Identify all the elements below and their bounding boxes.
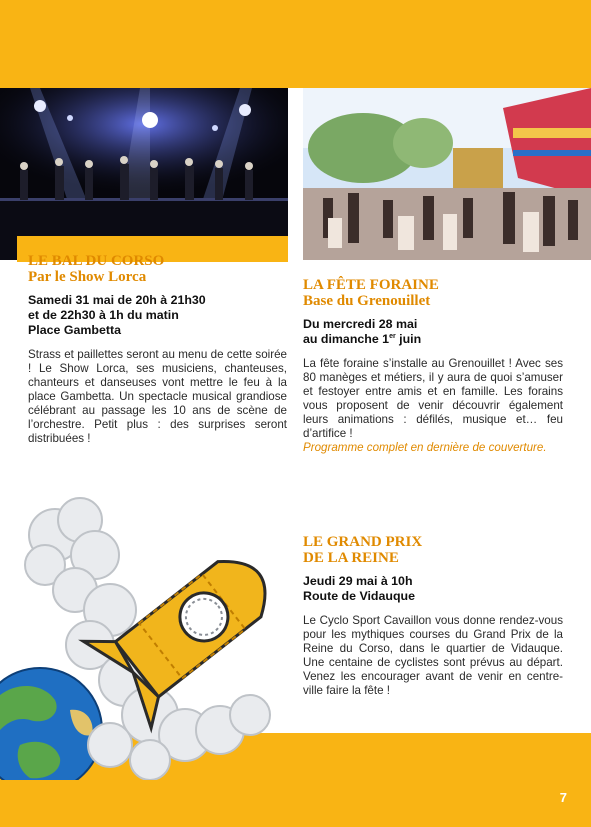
prix-date — [303, 574, 563, 604]
grand-prix-section — [303, 534, 563, 698]
fete-date-line1: Du mercredi 28 mai — [303, 317, 418, 331]
bal-body: Strass et paillettes seront au menu de cette soirée ! Le Show Lorca, ses musiciens, chanteuses, chanteurs et danseuses vont mettre le feu à la place Gambetta. Un spectacle musical grandiose célébrant au passage les 10 ans de scène de l’orchestre. Petit plus : des surprises seront distribuées ! — [28, 348, 287, 445]
bal-date-line2: et de 22h30 à 1h du matin — [28, 308, 179, 322]
bal-subtitle: Par le Show Lorca — [28, 269, 147, 285]
bal-date — [28, 293, 287, 338]
prix-title-line2: DE LA REINE — [303, 550, 399, 566]
rocket-globe-illustration — [0, 480, 302, 780]
fete-date-sup: er — [389, 332, 396, 340]
prix-place: Route de Vidauque — [303, 589, 415, 603]
fete-date-line2: au dimanche 1 — [303, 332, 390, 346]
fete-date — [303, 317, 563, 347]
fete-body — [303, 357, 563, 455]
page-number: 7 — [559, 790, 567, 805]
concert-photo — [0, 88, 288, 260]
bal-place: Place Gambetta — [28, 323, 121, 337]
bal-title: LE BAL DU CORSO — [28, 253, 165, 269]
fete-title: LA FÊTE FORAINE — [303, 277, 439, 293]
fete-body-text: La fête foraine s’installe au Grenouillet ! Avec ses 80 manèges et métiers, il y aura de quoi s’amuser et festoyer entre amis et en famille. Les forains vous proposent de venir découvrir également leurs animations : défilés, musique et… feu d’artifice ! — [303, 357, 563, 440]
fete-date-line2-end: juin — [395, 332, 422, 346]
top-color-band — [0, 0, 591, 88]
fete-foraine-section — [303, 277, 563, 455]
prix-title: LE GRAND PRIX — [303, 534, 423, 550]
bal-du-corso-section — [28, 253, 287, 446]
prix-date-line1: Jeudi 29 mai à 10h — [303, 574, 413, 588]
bal-date-line1: Samedi 31 mai de 20h à 21h30 — [28, 293, 206, 307]
fete-note: Programme complet en dernière de couverture. — [303, 441, 547, 454]
fair-photo — [303, 88, 591, 260]
prix-body: Le Cyclo Sport Cavaillon vous donne rendez-vous pour les mythiques courses du Grand Prix de la Reine du Corso, dans le quartier de Vidauque. Une centaine de cyclistes sont prévus au départ. Venez les encourager avant de venir en centre-ville faire la fête ! — [303, 614, 563, 697]
fete-subtitle: Base du Grenouillet — [303, 293, 431, 309]
